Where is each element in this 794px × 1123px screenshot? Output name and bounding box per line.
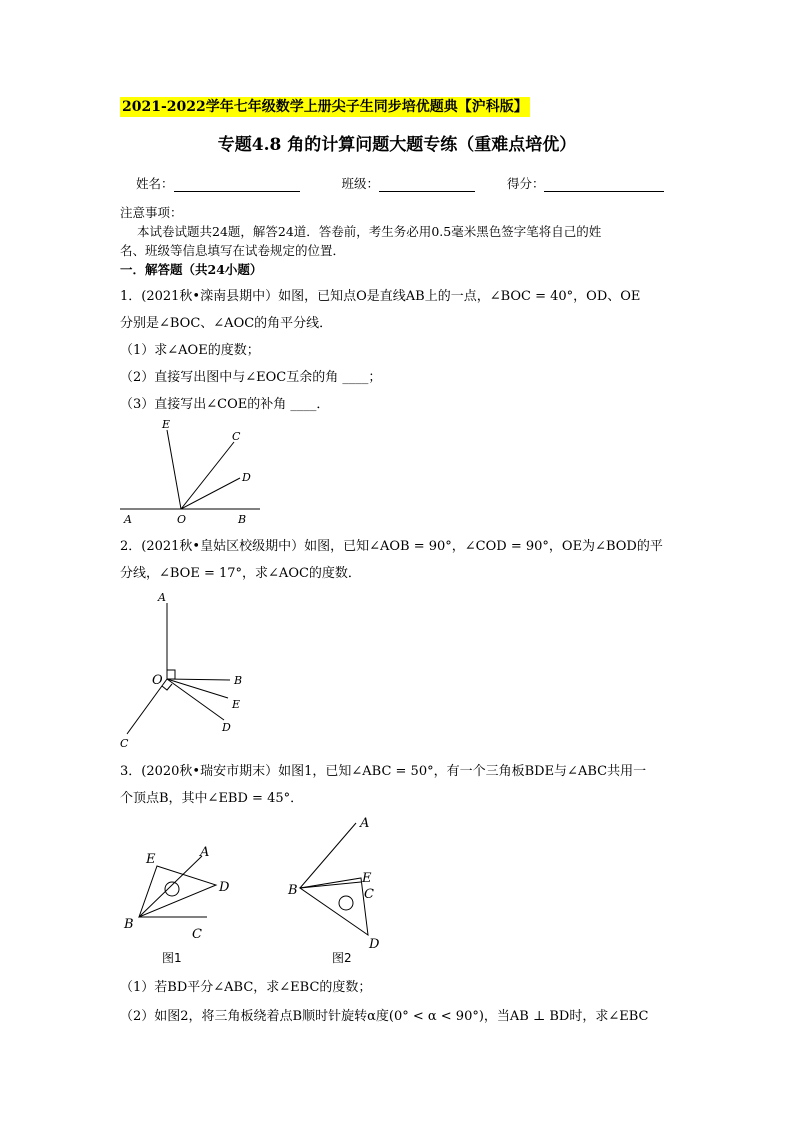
q1-line-2: 分别是∠BOC、∠AOC的角平分线． bbox=[120, 316, 333, 331]
section-heading: 一．解答题（共24小题） bbox=[120, 262, 263, 277]
q3f2-label-c: C bbox=[364, 887, 374, 902]
q3f1-label-b: B bbox=[124, 917, 134, 932]
q3f2-label-a: A bbox=[360, 816, 370, 831]
q2-label-c: C bbox=[120, 737, 129, 750]
page-title: 专题4.8 角的计算问题大题专练（重难点培优） bbox=[217, 135, 577, 155]
q1-label-d: D bbox=[242, 471, 251, 484]
q3f1-label-c: C bbox=[192, 927, 202, 942]
q1-label-b: B bbox=[238, 513, 247, 526]
q3f1-label-e: E bbox=[146, 852, 156, 867]
q2-label-d: D bbox=[222, 721, 231, 734]
q2-line-2: 分线，∠BOE = 17°，求∠AOC的度数． bbox=[120, 566, 361, 581]
ray-ba-2 bbox=[300, 823, 356, 888]
q2-label-o: O bbox=[152, 673, 163, 688]
q3f2-label-b: B bbox=[288, 883, 298, 898]
figure-2-caption: 图2 bbox=[332, 951, 352, 965]
q1-sub-3: （3）直接写出∠COE的补角 ____． bbox=[120, 397, 330, 412]
q2-line-1: 2．(2021秋•皇姑区校级期中）如图，已知∠AOB = 90°，∠COD = 90°，OE为∠BOD的平 bbox=[120, 539, 663, 554]
q3-sub-1: （1）若BD平分∠ABC，求∠EBC的度数； bbox=[120, 980, 372, 995]
q1-sub-2: （2）直接写出图中与∠EOC互余的角 ____； bbox=[120, 370, 382, 385]
q3-sub-2: （2）如图2，将三角板绕着点B顺时针旋转α度(0° < α < 90°)，当AB ⊥ BD时，求∠EBC bbox=[120, 1009, 649, 1024]
notice-line-2: 名、班级等信息填写在试卷规定的位置． bbox=[120, 243, 346, 258]
name-label: 姓名： bbox=[136, 176, 174, 191]
q1-line-1: 1．(2021秋•滦南县期中）如图，已知点O是直线AB上的一点，∠BOC = 40°，OD、OE bbox=[120, 289, 641, 304]
figure-1-caption: 图1 bbox=[162, 951, 182, 965]
triangle-bde-2 bbox=[300, 878, 368, 935]
q3-line-2: 个顶点B，其中∠EBD = 45°． bbox=[120, 791, 304, 806]
q1-label-c: C bbox=[232, 430, 241, 443]
class-label: 班级： bbox=[341, 176, 379, 191]
triangle-hole-2 bbox=[339, 896, 353, 910]
q1-label-e: E bbox=[162, 418, 171, 431]
q1-label-a: A bbox=[124, 513, 132, 526]
q3f2-label-e: E bbox=[362, 871, 372, 886]
q2-label-b: B bbox=[234, 674, 243, 687]
q2-label-e: E bbox=[232, 698, 241, 711]
q1-label-o: O bbox=[177, 513, 187, 526]
q3f2-label-d: D bbox=[369, 937, 380, 952]
series-banner: 2021-2022学年七年级数学上册尖子生同步培优题典【沪科版】 bbox=[122, 99, 528, 115]
notice-line-1: 本试卷试题共24题，解答24道．答卷前，考生务必用0.5毫米黑色签字笔将自己的姓 bbox=[137, 224, 602, 239]
q3f1-label-d: D bbox=[219, 880, 230, 895]
notice-heading: 注意事项： bbox=[120, 205, 183, 220]
q3-line-1: 3．(2020秋•瑞安市期末）如图1，已知∠ABC = 50°，有一个三角板BDE与∠ABC共用一 bbox=[120, 764, 647, 779]
q2-label-a: A bbox=[158, 591, 166, 604]
score-label: 得分： bbox=[506, 176, 545, 191]
q3f1-label-a: A bbox=[200, 845, 210, 860]
q1-sub-1: （1）求∠AOE的度数； bbox=[120, 343, 260, 358]
